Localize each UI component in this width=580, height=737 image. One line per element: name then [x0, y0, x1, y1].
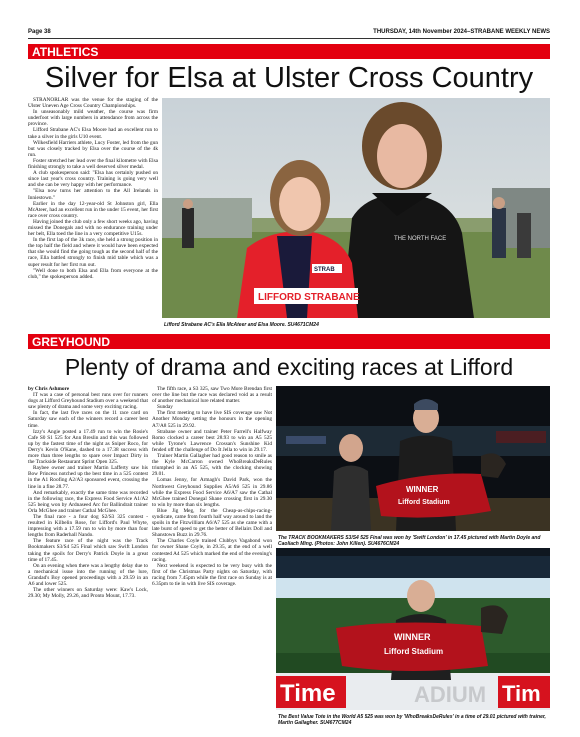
article-paragraph: The final race - a four dog S2/S3 325 contest - resulted in Kilbelin Rose, for Lifford's Paul Whyte, impressing with a 17.59 run to win by more than four lengths from Raderhall Nando. — [28, 513, 148, 539]
article-paragraph: Foster stretched her lead over the final kilometre with Elsa finishing strongly to take a well deserved silver medal. — [28, 157, 158, 171]
greyhound-photo-2-caption: The Best Value Tote in the World A5 525 was won by 'WhoBreaksDeRules' in a time of 29.01 pictured with trainer, Martin Gallagher. SU4677CM24 — [278, 714, 546, 726]
athletics-photo — [162, 98, 550, 318]
rug-stadium-text-2: Lifford Stadium — [384, 647, 444, 656]
article-paragraph: Raybee owner and trainer Martin Lafferty saw his Bow Princess notched up the best time in a 525 contest in the A1 Roofing A2/A3 sponsored event, crossing the line in a fine 28.77. — [28, 465, 148, 490]
greyhound-article-col1 — [28, 386, 148, 734]
article-paragraph: Strabane owner and trainer Peter Farrell's Halfway Romo clocked a career best 28.93 to win an A5 525 while Tyrone's Lawrence Crossan's Sunshine Kid fended off the challenge of Do It Jella to win in 29.17. — [152, 428, 272, 453]
greyhound-headline: Plenty of drama and exciting races at Lifford — [64, 354, 514, 380]
greyhound-section-band — [28, 334, 550, 349]
article-paragraph: Next weekend is expected to be very busy with the first of the Christmas Party nights on Saturday, with racing from 7.45pm while the first race on Sunday is at 6.35pm to tie in with live SIS coverage. — [152, 562, 272, 587]
article-paragraph: STRANORLAR was the venue for the staging of the Ulster Uneven Age Cross Country Championships. — [28, 97, 158, 110]
article-paragraph: Izzy's Angie posted a 17.49 run to win the Rosie's Cafe S0 S1 525 for Ann Breslin and this was followed up by the fastest time of the night as Sniper Roco, for Derry's Kevin O'Kane, dashed to a 17.38 success with more than three lengths to spare over Impact Dirty in the Trackside Restaurant Sprint Open 325. — [28, 428, 148, 466]
article-paragraph: Lifford Strabane AC's Elsa Moore had an excellent run to take a silver in the girls U10 event. — [28, 127, 158, 140]
article-paragraph: The other winners on Saturday were: Kaw's Lock, 29.30; My Molly, 29.26, and Pronto Mount, 17.73. — [28, 587, 148, 600]
article-paragraph: In unseasonably mild weather, the course was firm underfoot with large numbers in attendance from across the province. — [28, 109, 158, 128]
issue-date-line: THURSDAY, 14th November 2024–STRABANE WEEKLY NEWS — [373, 29, 550, 35]
greyhound-photo-2 — [276, 548, 550, 710]
page-number: Page 38 — [28, 29, 51, 35]
vest-text: LIFFORD STRABANE — [258, 292, 360, 303]
greyhound-section-label: GREYHOUND — [32, 335, 111, 349]
greyhound-photo-1 — [276, 386, 550, 531]
article-paragraph: "Well done to both Elsa and Ella from everyone at the club," the spokesperson added. — [28, 267, 158, 280]
article-paragraph: A club spokesperson said: "Elsa has certainly pushed on since last year's cross country. Training is going very well and she can be very happy with her performance. — [28, 170, 158, 189]
article-paragraph: In fact, the last five races on the 11 race card on Saturday saw each of the winners record a career best time. — [28, 410, 148, 429]
article-paragraph: The fifth race, a S3 325, saw Two More Brendan first over the line but the race was declared void as a result of another mechanical lure related matter. — [152, 386, 272, 405]
article-paragraph: IT was a case of personal best runs over for runners dogs at Lifford Greyhound Stadium over a weekend that saw plenty of drama and some very exciting racing. — [28, 392, 148, 411]
athletics-headline: Silver for Elsa at Ulster Cross Country — [44, 62, 534, 94]
article-paragraph: The first meeting to have live SIS coverage saw Not Another Monday setting the honours in the opening A7/A8 525 in 29.92. — [152, 410, 272, 429]
rug-winner-text-2: WINNER — [394, 632, 431, 642]
board-stadium-text: ADIUM — [414, 682, 487, 707]
article-paragraph: In the first lap of the 3k race, she held a strong position in the top half the field and where it would have been expected that she would find the going tough as the second half of the race, Ella battled strongly to finish mid table which was a super result for her first run out. — [28, 237, 158, 268]
article-paragraph: Lomas Jenny, for Armagh's David Park, won the Northwest Greyhound Supplies A5/A6 525 in 29.86 while the Express Food Service A6/A7 saw the Cathal McGhee trained Donegal Shane crossing first in 29.30 to win by more than six lengths. — [152, 477, 272, 508]
athletics-section-label: ATHLETICS — [32, 45, 99, 59]
article-paragraph: Earlier in the day 12-year-old St Johnston girl, Ella McAteer, had an excellent run in the under 15 event, her first race over cross country. — [28, 200, 158, 219]
rug-stadium-text-1: Lifford Stadium — [398, 499, 450, 506]
article-paragraph: On an evening when there was a lengthy delay due to a mechanical issue into the running of the lure, Grandad's Boy opened proceedings with a 29.59 in an A6 and lower 525. — [28, 562, 148, 587]
athletics-section-band — [28, 44, 550, 59]
jacket-brand-text: THE NORTH FACE — [394, 236, 447, 242]
greyhound-byline: by Chris Ashmore — [28, 386, 70, 392]
article-paragraph: Blue Jig Meg, for the Cheap-as-chips-racing-syndicate, came from fourth half way around to land the spoils in the Fitzwilliam A6/A7 525 as she came with a late burst of speed to get the better of Bellairs Doll and Shanstown Buzz in 29.76. — [152, 507, 272, 539]
athletics-photo-caption: Lifford Strabane AC's Ella McAteer and Elsa Moore. SU4671CM24 — [164, 322, 319, 328]
article-paragraph: "Elsa now turns her attention to the All Irelands in Inniestown." — [28, 188, 158, 201]
vest-mid-text: STRAB — [314, 267, 335, 273]
article-paragraph: Sunday — [157, 404, 173, 411]
article-paragraph: The Charles Coyle trained Clubbys Vagabond won for owner Shane Coyle, in 29.35, at the end of a well contested A4 525 which marked the end of the evening's racing. — [152, 538, 272, 563]
greyhound-article-col2 — [152, 386, 272, 734]
rug-winner-text-1: WINNER — [406, 485, 439, 494]
article-paragraph: Having joined the club only a few short weeks ago, having missed the Donegals and with no endurance training under her belt, Ella toed the line in a very competitive U15s. — [28, 218, 158, 238]
page-header — [28, 28, 550, 39]
article-paragraph: Trainer Martin Gallagher had good reason to smile as the Kyle McCarron owned WhoBreaksDeRules triumphed in an A5 525, with the clocking showing 29.01. — [152, 453, 272, 478]
board-time-text-2: Tim — [502, 681, 541, 706]
article-paragraph: The feature race of the night was the Track Bookmakers S3/S4 525 Final which saw Swift London taking the spoils for Derry's Patrick Doyle in a great time of 17.45. — [28, 538, 148, 563]
athletics-article-body — [28, 97, 158, 331]
article-paragraph: And remarkably, exactly the same time was recorded in the following race, the Express Food Service A1/A2 525 being won by Ardnaseed Arc for Ballindrait trainer Orla McGhee and trainer Cathal McGhee. — [28, 489, 148, 514]
greyhound-photo-1-caption: The TRACK BOOKMAKERS S3/S4 525 Final was won by 'Swift London' in 17.45 pictured with Martin Doyle and Caoliach Ming. (Photos: John Killen). SU4676CM24 — [278, 535, 541, 547]
board-time-text: Time — [280, 680, 336, 707]
article-paragraph: Wilkesfield Harriers athlete, Lucy Foster, led from the gun but was closely tracked by Elsa over the course of the 4k run. — [28, 139, 158, 158]
